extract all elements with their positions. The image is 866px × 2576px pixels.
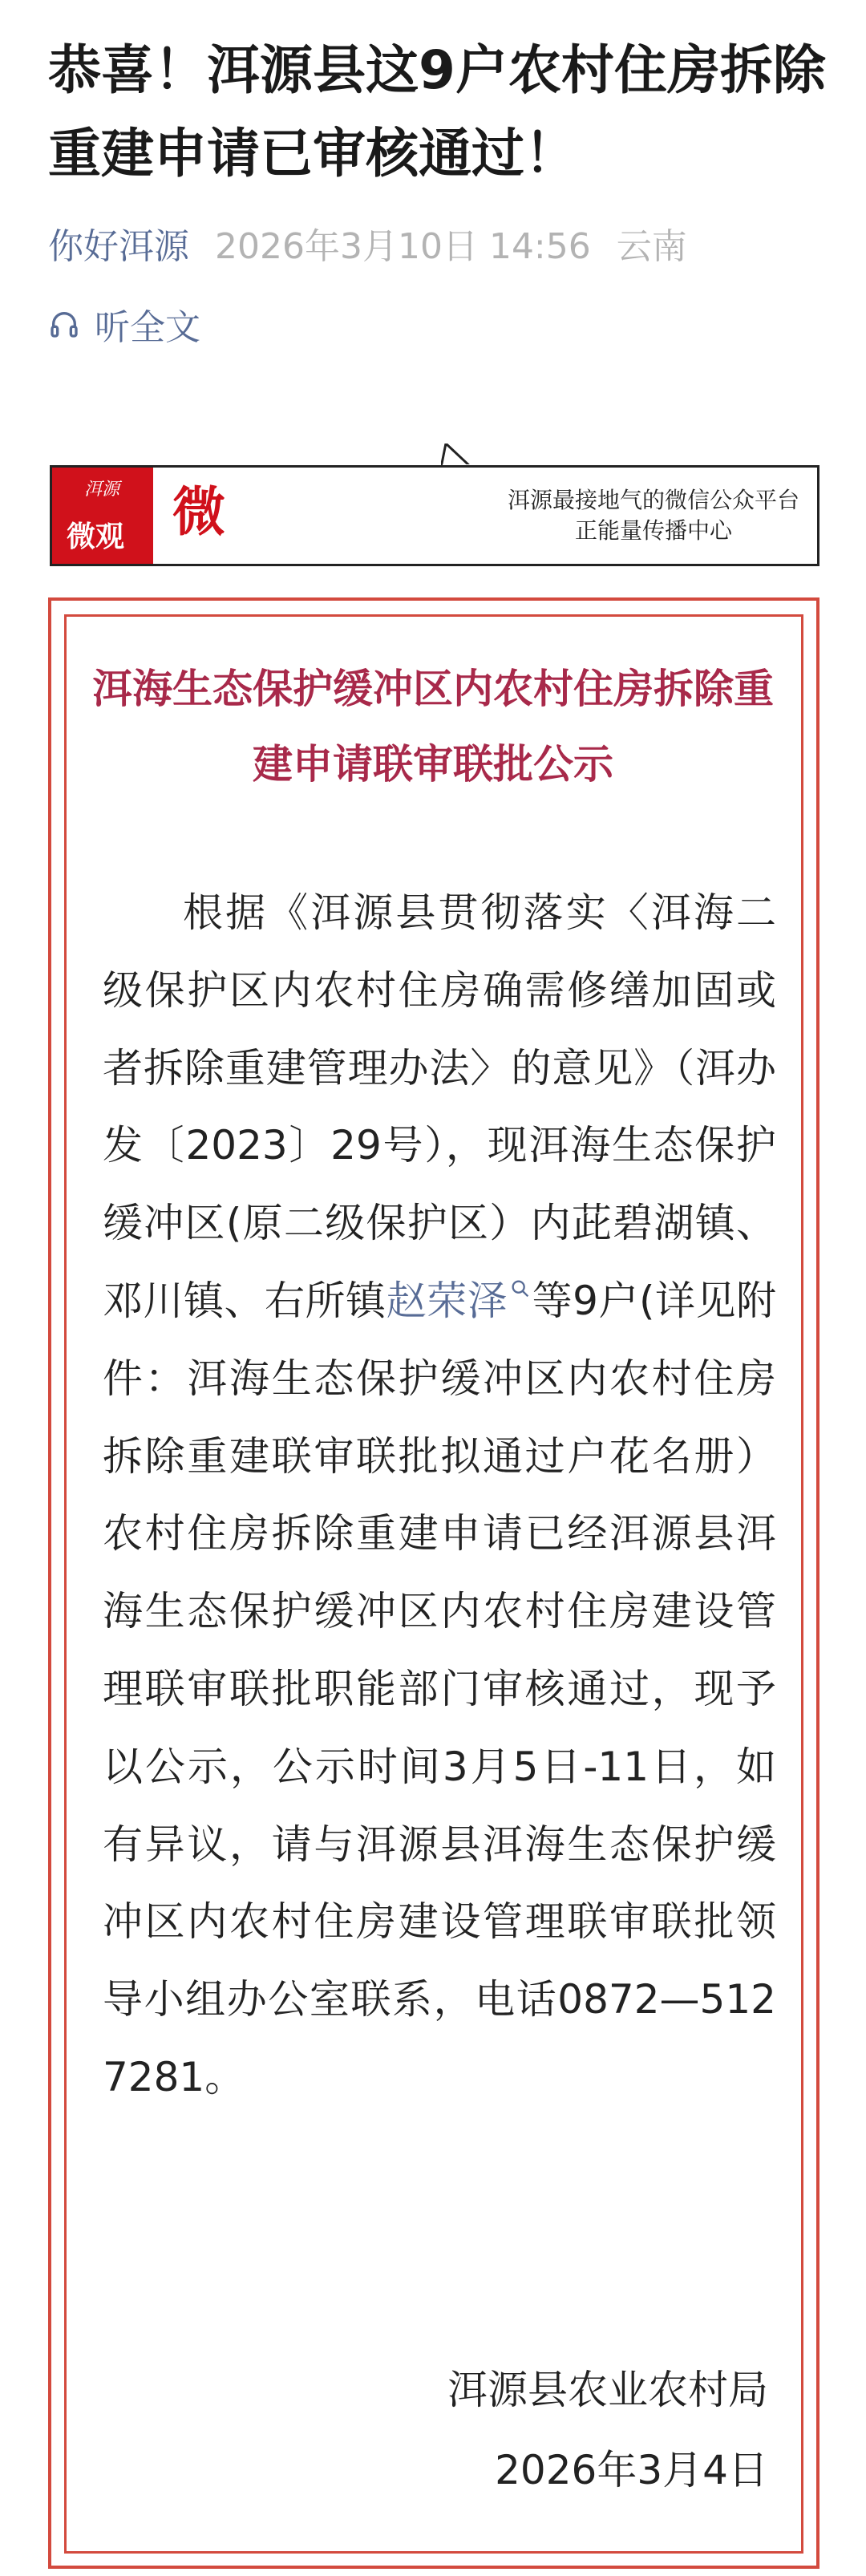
weiguan-logo <box>52 468 153 564</box>
notice-body-part2: 等9户(详见附件：洱海生态保护缓冲区内农村住房拆除重建联审联批拟通过户花名册）农村住房拆除重建申请已经洱源县洱海生态保护缓冲区内农村住房建设管理联审联批职能部门审核通过，现予以公示，公示时间3月5日-11日，如有异议，请与洱源县洱海生态保护缓冲区内农村住房建设管理联审联批领导小组办公室联系，电话0872—5127281。 <box>103 1277 776 2100</box>
logo-wei-char: 微 <box>172 481 225 543</box>
signature-org: 洱源县农业农村局 <box>447 2367 768 2413</box>
author-link[interactable]: 你好洱源 <box>48 226 189 267</box>
article-meta <box>48 223 687 271</box>
article-title: 恭喜！洱源县这9户农村住房拆除重建申请已审核通过！ <box>48 39 826 184</box>
publish-date: 2026年3月10日 14:56 <box>215 226 591 267</box>
headphones-icon <box>48 308 80 340</box>
account-banner <box>50 465 819 566</box>
listen-label: 听全文 <box>95 307 200 348</box>
search-icon[interactable] <box>509 1278 532 1300</box>
logo-script: 洱源 <box>84 480 120 500</box>
name-search-link[interactable]: 赵荣泽 <box>386 1277 508 1324</box>
banner-slogan <box>508 485 799 546</box>
signature-date: 2026年3月4日 <box>495 2447 768 2493</box>
banner-notch <box>441 444 473 468</box>
slogan-line-1: 洱源最接地气的微信公众平台 <box>507 487 799 513</box>
notice-title: 洱海生态保护缓冲区内农村住房拆除重建申请联审联批公示 <box>92 666 774 788</box>
notice-body-part1: 根据《洱源县贯彻落实〈洱海二级保护区内农村住房确需修缮加固或者拆除重建管理办法〉的意见》（洱办发〔2023〕29号），现洱海生态保护缓冲区(原二级保护区）内茈碧湖镇、邓川镇、右所镇 <box>103 889 776 1324</box>
slogan-line-2: 正能量传播中心 <box>574 517 732 544</box>
signature-block <box>447 2350 768 2510</box>
publish-location: 云南 <box>616 226 687 267</box>
listen-button[interactable] <box>48 300 200 348</box>
notice-body <box>103 874 776 2116</box>
logo-text: 微观 <box>67 520 125 553</box>
